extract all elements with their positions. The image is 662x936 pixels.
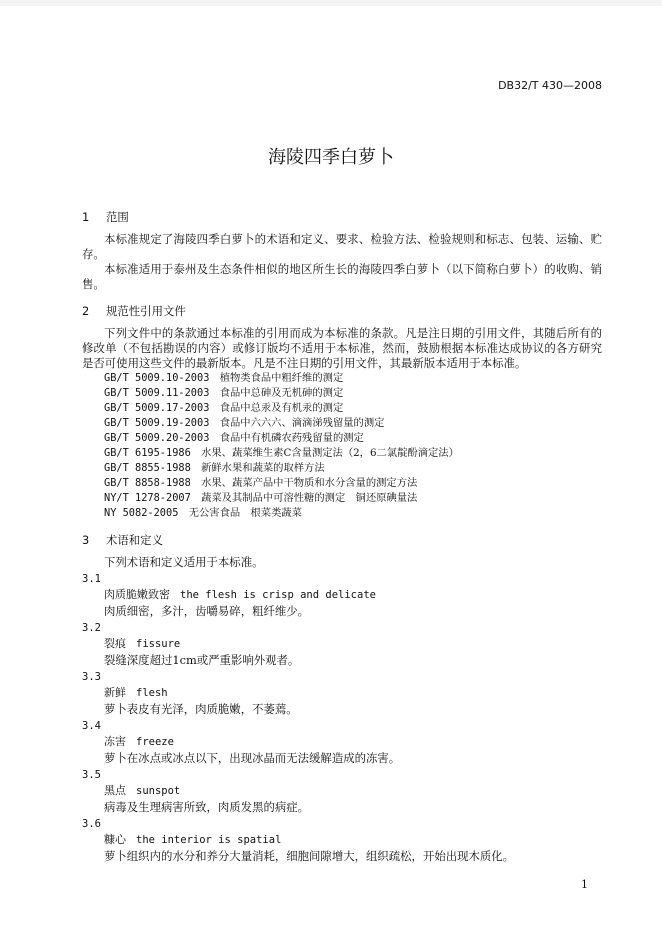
- reference-code: NY/T 1278-2007: [104, 492, 191, 504]
- term-number: 3.4: [82, 720, 101, 732]
- term-name-zh: 裂痕: [104, 637, 126, 650]
- reference-title: 水果、蔬菜产品中干物质和水分含量的测定方法: [201, 477, 418, 489]
- reference-item: [82, 446, 602, 461]
- term-number: 3.3: [82, 671, 101, 683]
- scope-paragraph: 本标准适用于泰州及生态条件相似的地区所生长的海陵四季白萝卜（以下简称白萝卜）的收购、销售。: [82, 262, 602, 291]
- reference-title: 新鲜水果和蔬菜的取样方法: [201, 462, 325, 474]
- term-name-en: fissure: [136, 638, 181, 650]
- scan-top-edge: [0, 0, 662, 6]
- reference-item: [82, 431, 602, 446]
- term-number: 3.6: [82, 818, 101, 830]
- terms-intro: 下列术语和定义适用于本标准。: [104, 555, 264, 569]
- page-title: 海陵四季白萝卜: [268, 147, 394, 168]
- reference-code: GB/T 8855-1988: [104, 462, 191, 474]
- term-name: [82, 734, 602, 750]
- section-2-heading: [82, 300, 602, 322]
- term-name-zh: 冻害: [104, 735, 126, 748]
- reference-item: [82, 416, 602, 431]
- term-number: 3.1: [82, 573, 101, 585]
- page-number: 1: [581, 878, 588, 891]
- reference-title: 蔬菜及其制品中可溶性糖的测定 铜还原碘量法: [201, 492, 418, 504]
- term-name: [82, 783, 602, 799]
- term-name-en: flesh: [136, 687, 168, 699]
- reference-title: 水果、蔬菜维生素C含量测定法（2，6二氯靛酚滴定法）: [201, 447, 459, 459]
- term-name: [82, 636, 602, 652]
- reference-code: NY 5082-2005: [104, 507, 179, 519]
- normative-references-intro: 下列文件中的条款通过本标准的引用而成为本标准的条款。凡是注日期的引用文件，其随后所有的修改单（不包括勘误的内容）或修订版均不适用于本标准，然而，鼓励根据本标准达成协议的各方研究是否可使用这些文件的最新版本。凡是不注日期的引用文件，其最新版本适用于本标准。: [82, 326, 602, 370]
- reference-item: [82, 461, 602, 476]
- term-name: [82, 832, 602, 848]
- section-title: 规范性引用文件: [106, 304, 186, 318]
- reference-code: GB/T 5009.19-2003: [104, 417, 210, 429]
- document-body: [82, 206, 602, 864]
- term-number: 3.2: [82, 622, 101, 634]
- reference-code: GB/T 5009.17-2003: [104, 402, 210, 414]
- reference-code: GB/T 5009.10-2003: [104, 372, 210, 384]
- term-name-zh: 黑点: [104, 784, 126, 797]
- reference-code: GB/T 6195-1986: [104, 447, 191, 459]
- term-definition: 肉质细密，多汁，齿嚼易碎，粗纤维少。: [104, 604, 310, 618]
- section-number: 2: [82, 304, 90, 318]
- term-name-en: the flesh is crisp and delicate: [180, 589, 376, 601]
- reference-code: GB/T 8858-1988: [104, 477, 191, 489]
- term-definition: 萝卜组织内的水分和养分大量消耗，细胞间隙增大，组织疏松，开始出现木质化。: [104, 849, 515, 863]
- reference-title: 无公害食品 根菜类蔬菜: [188, 507, 302, 519]
- term-name-zh: 新鲜: [104, 686, 126, 699]
- reference-item: [82, 386, 602, 401]
- section-number: 1: [82, 210, 90, 224]
- section-number: 3: [82, 533, 90, 547]
- reference-code: GB/T 5009.20-2003: [104, 432, 210, 444]
- term-name-en: the interior is spatial: [136, 834, 282, 846]
- term-definition: 萝卜表皮有光泽，肉质脆嫩，不萎蔫。: [104, 702, 298, 716]
- reference-title: 食品中总砷及无机砷的测定: [219, 387, 344, 399]
- section-1-heading: [82, 206, 602, 228]
- reference-title: 植物类食品中粗纤维的测定: [219, 372, 344, 384]
- term-name-en: freeze: [136, 736, 174, 748]
- term-number: 3.5: [82, 769, 101, 781]
- section-3-heading: [82, 529, 602, 551]
- scope-paragraph: 本标准规定了海陵四季白萝卜的术语和定义、要求、检验方法、检验规则和标志、包装、运输、贮存。: [82, 232, 602, 261]
- reference-title: 食品中总汞及有机汞的测定: [219, 402, 344, 414]
- reference-item: [82, 491, 602, 506]
- term-name-zh: 糠心: [104, 833, 126, 846]
- term-definition: 裂缝深度超过1cm或严重影响外观者。: [104, 653, 300, 667]
- term-definition: 病毒及生理病害所致，肉质发黑的病症。: [104, 800, 310, 814]
- reference-code: GB/T 5009.11-2003: [104, 387, 210, 399]
- section-title: 范围: [106, 210, 129, 224]
- term-name: [82, 685, 602, 701]
- term-name-en: sunspot: [136, 785, 181, 797]
- reference-item: [82, 506, 602, 521]
- section-title: 术语和定义: [106, 533, 163, 547]
- reference-item: [82, 401, 602, 416]
- reference-title: 食品中有机磷农药残留量的测定: [219, 432, 364, 444]
- term-definition: 萝卜在冰点或冰点以下，出现冰晶而无法缓解造成的冻害。: [104, 751, 401, 765]
- reference-item: [82, 371, 602, 386]
- reference-title: 食品中六六六、滴滴涕残留量的测定: [219, 417, 385, 429]
- term-name: [82, 587, 602, 603]
- reference-item: [82, 476, 602, 491]
- document-code: DB32/T 430—2008: [498, 79, 602, 92]
- term-name-zh: 肉质脆嫩致密: [104, 588, 170, 601]
